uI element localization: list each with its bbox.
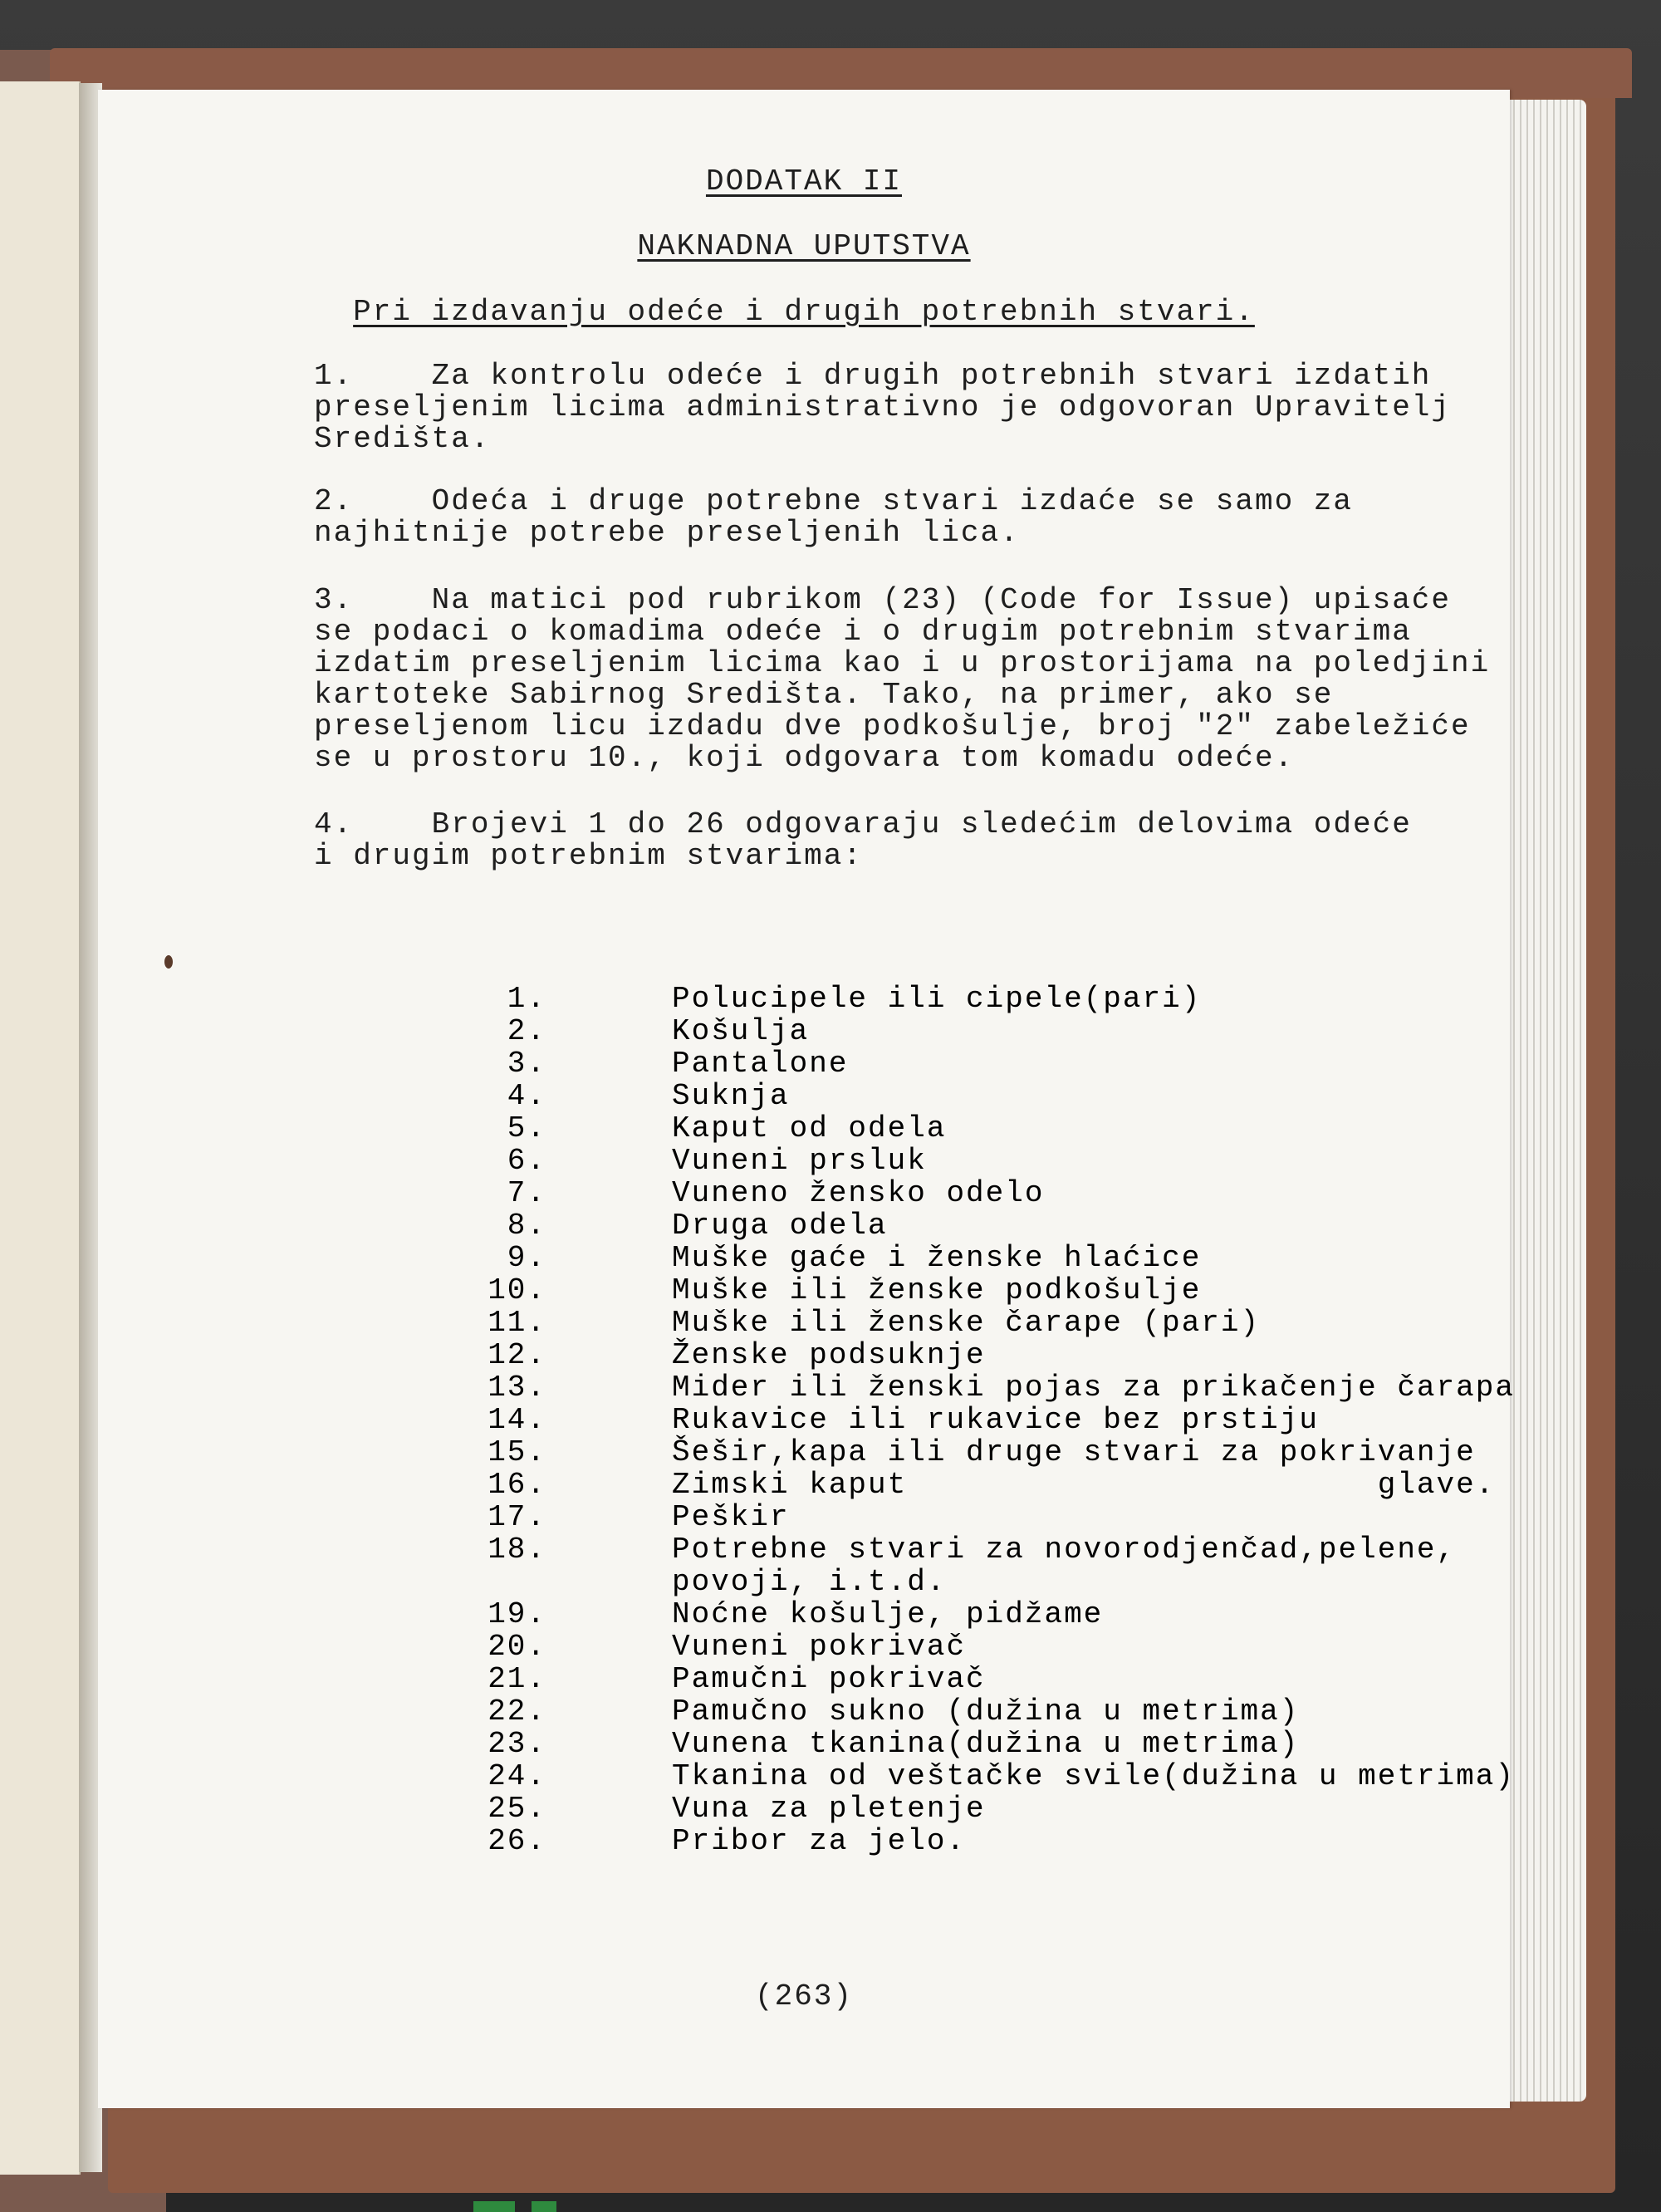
item-text: Pribor za jelo. xyxy=(672,1824,967,1858)
list-item xyxy=(414,1501,1493,1533)
green-tab xyxy=(532,2201,556,2212)
page-number: (263) xyxy=(754,1979,854,2013)
item-number: 10. xyxy=(488,1273,546,1307)
item-number: 4. xyxy=(507,1079,546,1113)
list-item xyxy=(414,1080,1493,1112)
item-text: Muške ili ženske podkošulje xyxy=(672,1273,1202,1307)
item-text: Muške gaće i ženske hlaćice xyxy=(672,1241,1202,1275)
item-number: 19. xyxy=(488,1597,546,1631)
item-number: 7. xyxy=(507,1176,546,1210)
list-item xyxy=(414,1631,1493,1663)
item-number: 9. xyxy=(507,1241,546,1275)
item-text: Muške ili ženske čarape (pari) xyxy=(672,1306,1261,1340)
item-text: povoji, i.t.d. xyxy=(672,1565,947,1599)
paragraph-2-line-1: 2. Odeća i druge potrebne stvari izdaće se samo za xyxy=(314,484,1353,518)
page-title: NAKNADNA UPUTSTVA xyxy=(637,229,971,263)
item-text: Košulja xyxy=(672,1014,810,1048)
item-number: 21. xyxy=(488,1662,546,1696)
green-tab xyxy=(473,2201,515,2212)
item-number: 18. xyxy=(488,1533,546,1567)
item-text: Polucipele ili cipele(pari) xyxy=(672,982,1202,1016)
list-item xyxy=(414,1047,1493,1080)
left-page xyxy=(0,81,81,2175)
list-item xyxy=(414,1663,1493,1695)
ink-mark xyxy=(164,955,173,969)
item-number: 12. xyxy=(488,1338,546,1372)
item-text: Vuneno žensko odelo xyxy=(672,1176,1045,1210)
page-subtitle: Pri izdavanju odeće i drugih potrebnih stvari. xyxy=(353,295,1255,329)
item-number: 16. xyxy=(488,1468,546,1502)
item-number: 17. xyxy=(488,1500,546,1534)
list-item xyxy=(414,1177,1493,1209)
item-text: Šešir,kapa ili druge stvari za pokrivanje xyxy=(672,1435,1476,1469)
paragraph-1-line-1: 1. Za kontrolu odeće i drugih potrebnih stvari izdatih xyxy=(314,359,1432,393)
appendix-heading: DODATAK II xyxy=(705,164,903,199)
list-item xyxy=(414,1598,1493,1631)
item-text: Pantalone xyxy=(672,1047,849,1081)
item-text: Tkanina od veštačke svile(dužina u metrima) xyxy=(672,1759,1515,1793)
item-text: Peškir xyxy=(672,1500,790,1534)
item-number: 6. xyxy=(507,1144,546,1178)
list-item xyxy=(414,1759,1515,1793)
list-item xyxy=(414,1404,1493,1436)
item-number: 11. xyxy=(488,1306,546,1340)
paragraph-3-line-2: se podaci o komadima odeće i o drugim potrebnim stvarima xyxy=(314,615,1412,649)
item-number: 24. xyxy=(488,1759,546,1793)
list-item xyxy=(414,1307,1493,1339)
paragraph-1-line-2: preseljenim licima administrativno je odgovoran Upravitelj xyxy=(314,390,1452,424)
item-text: Druga odela xyxy=(672,1209,888,1243)
item-number: 13. xyxy=(488,1371,546,1405)
list-item xyxy=(414,1436,1493,1469)
item-text: Kaput od odela xyxy=(672,1111,947,1145)
list-item xyxy=(414,1566,1493,1598)
item-text: Mider ili ženski pojas za prikačenje čarapa xyxy=(672,1371,1515,1405)
item-number: 5. xyxy=(507,1111,546,1145)
item-number: 20. xyxy=(488,1630,546,1664)
item-number: 2. xyxy=(507,1014,546,1048)
list-item xyxy=(414,1825,1493,1857)
paragraph-3-line-5: preseljenom licu izdadu dve podkošulje, broj "2" zabeležiće xyxy=(314,709,1471,743)
item-number: 14. xyxy=(488,1403,546,1437)
list-item xyxy=(414,1015,1493,1047)
item-text: Pamučno sukno (dužina u metrima) xyxy=(672,1695,1300,1729)
list-item xyxy=(414,1793,1493,1825)
paragraph-3-line-1: 3. Na matici pod rubrikom (23) (Code for Issue) upisaće xyxy=(314,583,1452,617)
list-item xyxy=(414,1533,1493,1566)
item-text: Noćne košulje, pidžame xyxy=(672,1597,1104,1631)
list-item xyxy=(414,1468,1496,1502)
list-item xyxy=(414,1728,1493,1760)
item-text: Potrebne stvari za novorodjenčad,pelene, xyxy=(672,1533,1457,1567)
item-number: 1. xyxy=(507,982,546,1016)
item-text: Ženske podsuknje xyxy=(672,1338,986,1372)
list-item xyxy=(414,1274,1493,1307)
list-item xyxy=(414,1145,1493,1177)
item-number: 26. xyxy=(488,1824,546,1858)
list-item xyxy=(414,1209,1493,1242)
item-text: Pamučni pokrivač xyxy=(672,1662,986,1696)
list-item xyxy=(414,1371,1515,1405)
paragraph-2-line-2: najhitnije potrebe preseljenih lica. xyxy=(314,516,1020,550)
list-item xyxy=(414,1242,1493,1274)
document-page xyxy=(98,90,1515,2108)
item-text: Vuna za pletenje xyxy=(672,1792,986,1826)
item-text: Vuneni pokrivač xyxy=(672,1630,967,1664)
paragraph-3-line-3: izdatim preseljenim licima kao i u prostorijama na poledjini xyxy=(314,646,1491,680)
item-text: Vuneni prsluk xyxy=(672,1144,927,1178)
item-number: 8. xyxy=(507,1209,546,1243)
item-text: Zimski kaput glave. xyxy=(672,1468,1496,1502)
paragraph-4-line-2: i drugim potrebnim stvarima: xyxy=(314,839,863,873)
item-number: 25. xyxy=(488,1792,546,1826)
paragraph-3-line-4: kartoteke Sabirnog Središta. Tako, na primer, ako se xyxy=(314,678,1334,712)
item-number: 3. xyxy=(507,1047,546,1081)
item-number: 15. xyxy=(488,1435,546,1469)
list-item xyxy=(414,1112,1493,1145)
paragraph-4-line-1: 4. Brojevi 1 do 26 odgovaraju sledećim delovima odeće xyxy=(314,807,1412,841)
item-text: Suknja xyxy=(672,1079,790,1113)
list-item xyxy=(414,983,1493,1015)
item-text: Rukavice ili rukavice bez prstiju xyxy=(672,1403,1319,1437)
paragraph-3-line-6: se u prostoru 10., koji odgovara tom komadu odeće. xyxy=(314,741,1295,775)
item-text: Vunena tkanina(dužina u metrima) xyxy=(672,1727,1300,1761)
clothing-items-list xyxy=(414,982,1515,1858)
paragraph-1-line-3: Središta. xyxy=(314,422,491,456)
list-item xyxy=(414,1339,1493,1371)
list-item xyxy=(414,1695,1493,1728)
item-number: 22. xyxy=(488,1695,546,1729)
item-number: 23. xyxy=(488,1727,546,1761)
